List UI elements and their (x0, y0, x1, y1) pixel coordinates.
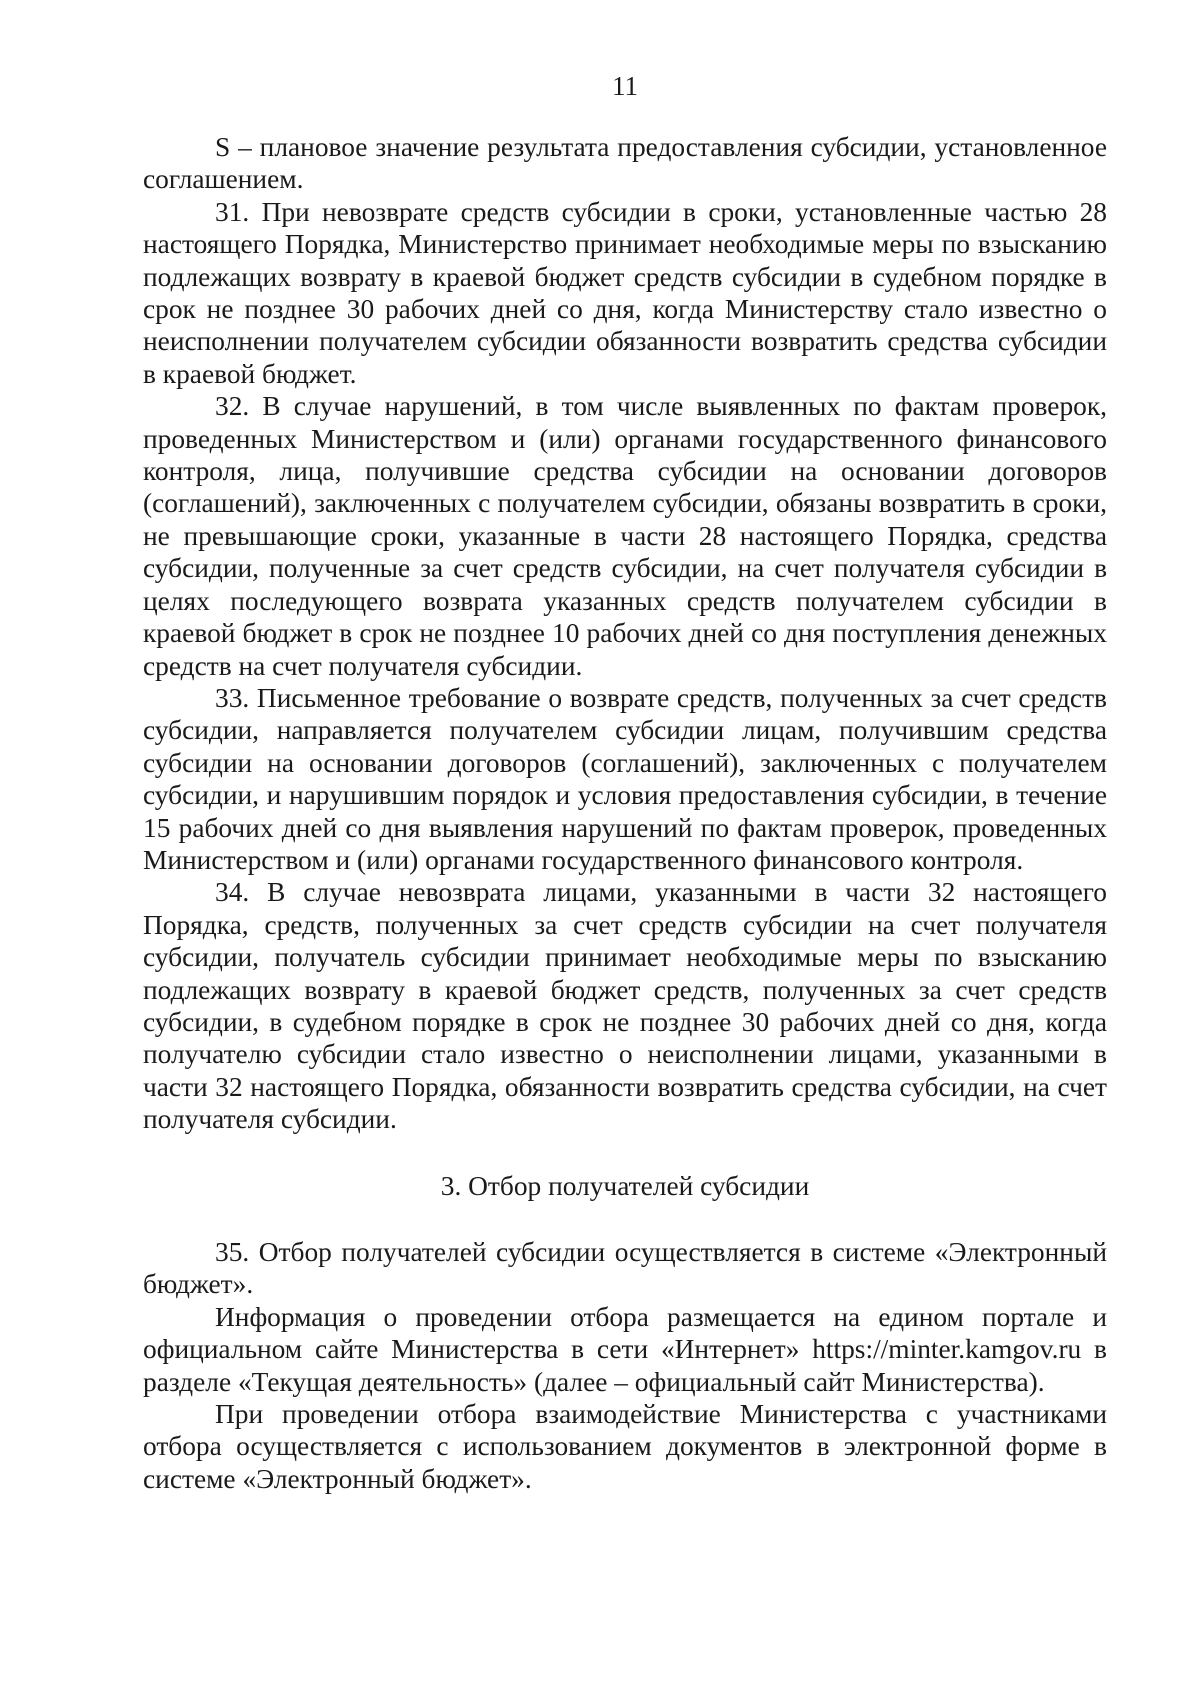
page-number: 11 (612, 71, 638, 101)
paragraph-35: 35. Отбор получателей субсидии осуществляется в системе «Электронный бюджет». (143, 1237, 1107, 1300)
paragraph-s-definition: S – плановое значение результата предоставления субсидии, установленное соглашением. (143, 132, 1107, 195)
paragraph-33: 33. Письменное требование о возврате средств, полученных за счет средств субсидии, направляется получателем субсидии лицам, получившим средства субсидии на основании договоров (соглашений), заключенных с получателем субсидии, и нарушившим порядок и условия предоставления субсидии, в течение 15 рабочих дней со дня выявления нарушений по фактам проверок, проведенных Министерством и (или) органами государственного финансового контроля. (143, 682, 1107, 875)
paragraph-info-publication: Информация о проведении отбора размещается на едином портале и официальном сайте Министерства в сети «Интернет» https://minter.kamgov.ru в разделе «Текущая деятельность» (далее – официальный сайт Министерства). (143, 1301, 1107, 1397)
section-title: 3. Отбор получателей субсидии (440, 1170, 810, 1201)
paragraph-31: 31. При невозврате средств субсидии в сроки, установленные частью 28 настоящего Порядка, Министерство принимает необходимые меры по взысканию подлежащих возврату в краевой бюджет средств субсидии в судебном порядке в срок не позднее 30 рабочих дней со дня, когда Министерству стало известно о неисполнении получателем субсидии обязанности возвратить средства субсидии в краевой бюджет. (143, 196, 1107, 389)
spacer (143, 1136, 1107, 1170)
spacer (143, 1202, 1107, 1236)
paragraph-32: 32. В случае нарушений, в том числе выявленных по фактам проверок, проведенных Министерством и (или) органами государственного финансового контроля, лица, получившие средства субсидии на основании договоров (соглашений), заключенных с получателем субсидии, обязаны возвратить в сроки, не превышающие сроки, указанные в части 28 настоящего Порядка, средства субсидии, полученные за счет средств субсидии, на счет получателя субсидии в целях последующего возврата указанных средств получателем субсидии в краевой бюджет в срок не позднее 10 рабочих дней со дня поступления денежных средств на счет получателя субсидии. (143, 391, 1107, 681)
document-body (143, 131, 1107, 1495)
paragraph-34: 34. В случае невозврата лицами, указанными в части 32 настоящего Порядка, средств, полученных за счет средств субсидии на счет получателя субсидии, получатель субсидии принимает необходимые меры по взысканию подлежащих возврату в краевой бюджет средств, полученных за счет средств субсидии, в судебном порядке в срок не позднее 30 рабочих дней со дня, когда получателю субсидии стало известно о неисполнении лицами, указанными в части 32 настоящего Порядка, обязанности возвратить средства субсидии, на счет получателя субсидии. (143, 877, 1107, 1135)
paragraph-electronic-interaction: При проведении отбора взаимодействие Министерства с участниками отбора осуществляется с использованием документов в электронной форме в системе «Электронный бюджет». (143, 1399, 1107, 1494)
